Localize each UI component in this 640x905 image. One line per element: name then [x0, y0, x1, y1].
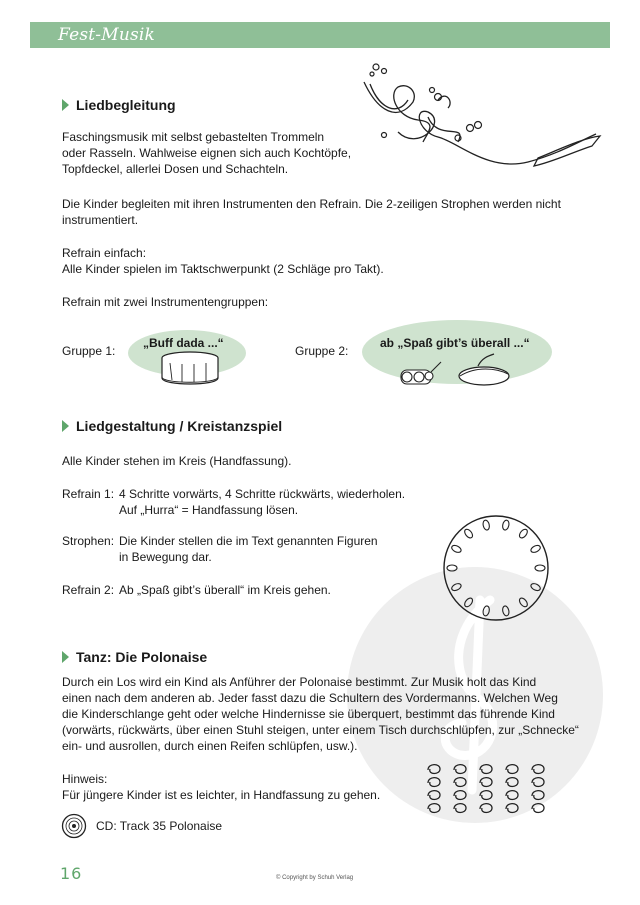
row-text — [119, 486, 405, 518]
polonaise-snake-diagram — [424, 760, 564, 820]
dancer-mark — [454, 804, 466, 813]
dancer-mark — [454, 791, 466, 800]
text-line: Die Kinder stellen die im Text genannten Figuren — [119, 534, 378, 548]
dancer-mark — [428, 804, 440, 813]
dancer-mark — [451, 544, 463, 554]
heading-text: Liedgestaltung / Kreistanzspiel — [76, 418, 283, 434]
dancer-mark — [447, 565, 457, 571]
dancer-mark — [480, 791, 492, 800]
text-line: 4 Schritte vorwärts, 4 Schritte rückwärts, wiederholen. — [119, 487, 406, 501]
drum-icon — [158, 350, 222, 392]
text-line: ein- und ausrollen, durch einen Reifen schlüpfen, usw.). — [62, 739, 358, 753]
dancer-mark — [428, 791, 440, 800]
dancer-mark — [502, 605, 510, 616]
dancer-mark — [482, 605, 490, 616]
row-label: Refrain 2: — [62, 583, 115, 597]
text-line: Hinweis: — [62, 772, 108, 786]
triangle-bullet-icon — [62, 651, 69, 663]
group1-call: „Buff dada ...“ — [143, 336, 224, 350]
dancer-mark — [454, 765, 466, 774]
dancer-mark — [506, 778, 518, 787]
dancer-mark — [463, 597, 474, 609]
dancer-mark — [518, 528, 529, 540]
dancer-mark — [506, 791, 518, 800]
group2-call: ab „Spaß gibt’s überall ...“ — [380, 336, 530, 350]
dancer-mark — [532, 778, 544, 787]
dancer-mark — [506, 804, 518, 813]
circle-dance-diagram — [436, 513, 556, 623]
dancer-mark — [518, 597, 529, 609]
text-line: Topfdeckel, allerlei Dosen und Schachteln. — [62, 162, 289, 176]
dancer-mark — [530, 582, 542, 592]
intro-paragraph — [62, 129, 351, 177]
dancer-mark — [428, 765, 440, 774]
text-line: Durch ein Los wird ein Kind als Anführer der Polonaise bestimmt. Zur Musik holt das Kind — [62, 675, 537, 689]
dancer-mark — [480, 778, 492, 787]
text-line: einen nach dem anderen ab. Jeder fasst dazu die Schultern des Vordermanns. Welchen Weg — [62, 691, 558, 705]
dancer-mark — [506, 765, 518, 774]
row-label: Refrain 1: — [62, 487, 115, 501]
dancer-mark — [463, 528, 474, 540]
page-number: 16 — [60, 864, 83, 883]
dancer-mark — [532, 791, 544, 800]
text-line: Alle Kinder spielen im Taktschwerpunkt (2 Schläge pro Takt). — [62, 262, 384, 276]
refrain-two-groups: Refrain mit zwei Instrumentengruppen: — [62, 295, 269, 309]
heading-text: Tanz: Die Polonaise — [76, 649, 208, 665]
section-heading-liedbegleitung — [62, 97, 176, 113]
hint — [62, 771, 380, 803]
triangle-bullet-icon — [62, 99, 69, 111]
pot-lid-icon — [456, 354, 512, 388]
circle-outline — [444, 516, 548, 620]
refrain-simple — [62, 245, 384, 277]
dancer-mark — [480, 804, 492, 813]
text-line: Refrain einfach: — [62, 246, 147, 260]
text-line: Die Kinder begleiten mit ihren Instrumenten den Refrain. Die 2-zeiligen Strophen werden nicht — [62, 197, 561, 211]
group1-label: Gruppe 1: — [62, 344, 116, 358]
heading-text: Liedbegleitung — [76, 97, 176, 113]
text-line: die Kinderschlange geht oder welche Hindernisse sie überquert, bestimmt das führende Kind — [62, 707, 555, 721]
text-line: instrumentiert. — [62, 213, 139, 227]
text-line: oder Rasseln. Wahlweise eignen sich auch Kochtöpfe, — [62, 146, 352, 160]
dancer-mark — [428, 778, 440, 787]
row-label: Strophen: — [62, 534, 115, 548]
copyright: © Copyright by Schuh Verlag — [276, 875, 354, 881]
dancer-mark — [480, 765, 492, 774]
dancer-mark — [451, 582, 463, 592]
row-text — [119, 533, 378, 565]
streamer-illustration — [358, 62, 608, 192]
row-text — [119, 582, 331, 598]
paragraph-2 — [62, 196, 561, 228]
header-bar — [30, 22, 610, 48]
cd-track: CD: Track 35 Polonaise — [96, 819, 223, 833]
dancer-mark — [482, 520, 490, 531]
cd-icon — [61, 813, 87, 839]
text-line: Faschingsmusik mit selbst gebastelten Trommeln — [62, 130, 325, 144]
text-line: Ab „Spaß gibt’s überall“ im Kreis gehen. — [119, 583, 331, 597]
rattle-icon — [397, 358, 443, 392]
kreistanz-intro: Alle Kinder stehen im Kreis (Handfassung). — [62, 454, 292, 468]
triangle-bullet-icon — [62, 420, 69, 432]
dancer-mark — [454, 778, 466, 787]
dancer-mark — [502, 520, 510, 531]
section-heading-polonaise — [62, 649, 207, 665]
group2-label: Gruppe 2: — [295, 344, 349, 358]
text-line: Auf „Hurra“ = Handfassung lösen. — [119, 503, 299, 517]
dancer-mark — [532, 804, 544, 813]
header-title: Fest-Musik — [58, 25, 156, 45]
dancer-mark — [530, 544, 542, 554]
polonaise-body — [62, 674, 579, 754]
dancer-mark — [535, 565, 545, 571]
dancer-mark — [532, 765, 544, 774]
text-line: (vorwärts, rückwärts, über einen Stuhl steigen, unter einem Tisch durchschlüpfen, zur „Schnecke“ — [62, 723, 579, 737]
text-line: in Bewegung dar. — [119, 550, 212, 564]
section-heading-kreistanz — [62, 418, 282, 434]
text-line: Für jüngere Kinder ist es leichter, in Handfassung zu gehen. — [62, 788, 381, 802]
